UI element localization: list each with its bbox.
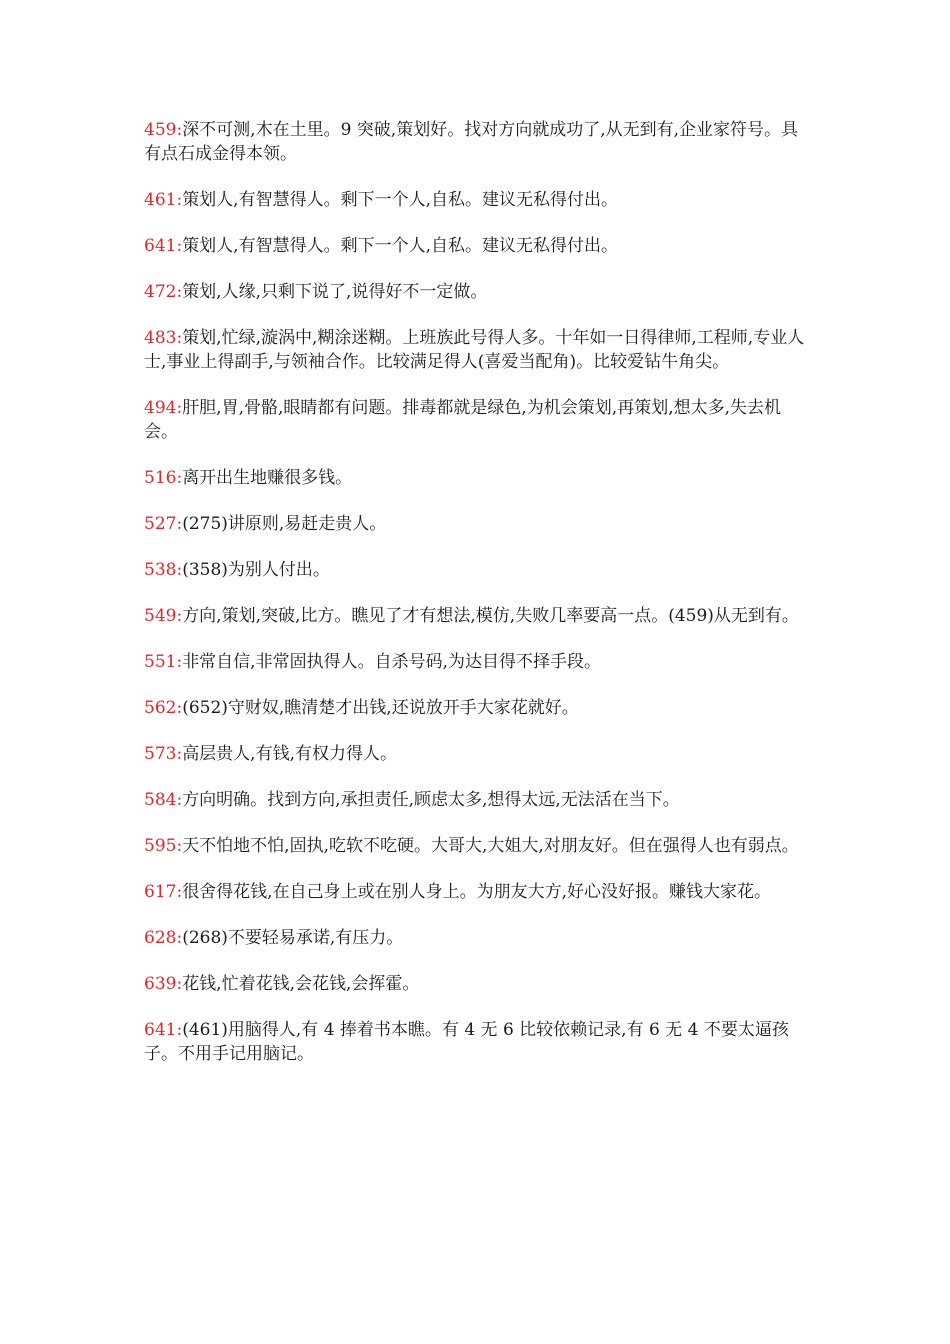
entry-text: 策划,人缘,只剩下说了,说得好不一定做。 [182, 282, 488, 302]
entry-459 [144, 118, 810, 166]
entry-text: 方向,策划,突破,比方。瞧见了才有想法,模仿,失败几率要高一点。(459)从无到有。 [182, 606, 799, 626]
entry-551 [144, 650, 810, 674]
entry-text: 天不怕地不怕,固执,吃软不吃硬。大哥大,大姐大,对朋友好。但在强得人也有弱点。 [182, 836, 799, 856]
entry-text: 离开出生地赚很多钱。 [182, 468, 353, 488]
entry-text: (358)为别人付出。 [182, 560, 330, 580]
entry-617 [144, 880, 810, 904]
entry-text: 方向明确。找到方向,承担责任,顾虑太多,想得太远,无法活在当下。 [182, 790, 680, 810]
entry-text: (652)守财奴,瞧清楚才出钱,还说放开手大家花就好。 [182, 698, 579, 718]
entry-number: 483: [144, 328, 183, 348]
entry-538 [144, 558, 810, 582]
entry-628 [144, 926, 810, 950]
entry-number: 494: [144, 398, 183, 418]
entry-text: 策划人,有智慧得人。剩下一个人,自私。建议无私得付出。 [182, 190, 618, 210]
entry-number: 641: [144, 1020, 183, 1040]
document-page [144, 118, 810, 1088]
entry-number: 617: [144, 882, 183, 902]
entry-text: 花钱,忙着花钱,会花钱,会挥霍。 [182, 974, 420, 994]
entry-number: 459: [144, 120, 183, 140]
entry-number: 527: [144, 514, 183, 534]
entry-text: 策划,忙绿,漩涡中,糊涂迷糊。上班族此号得人多。十年如一日得律师,工程师,专业人士,事业上得副手,与领袖合作。比较满足得人(喜爱当配角)。比较爱钻牛角尖。 [144, 328, 805, 372]
entry-number: 516: [144, 468, 183, 488]
entry-number: 551: [144, 652, 183, 672]
entry-text: (461)用脑得人,有 4 捧着书本瞧。有 4 无 6 比较依赖记录,有 6 无 4 不要太逼孩子。不用手记用脑记。 [144, 1020, 789, 1064]
entry-number: 628: [144, 928, 183, 948]
entry-number: 461: [144, 190, 183, 210]
entry-number: 573: [144, 744, 183, 764]
entry-584 [144, 788, 810, 812]
entry-text: (268)不要轻易承诺,有压力。 [182, 928, 404, 948]
entry-text: 非常自信,非常固执得人。自杀号码,为达目得不择手段。 [182, 652, 601, 672]
entry-text: 很舍得花钱,在自己身上或在别人身上。为朋友大方,好心没好报。赚钱大家花。 [182, 882, 771, 902]
entry-641-a [144, 234, 810, 258]
entry-549 [144, 604, 810, 628]
entry-494 [144, 396, 810, 444]
entry-number: 595: [144, 836, 183, 856]
entry-639 [144, 972, 810, 996]
entry-461 [144, 188, 810, 212]
entry-641-b [144, 1018, 810, 1066]
entry-number: 641: [144, 236, 183, 256]
entry-text: 策划人,有智慧得人。剩下一个人,自私。建议无私得付出。 [182, 236, 618, 256]
entry-number: 472: [144, 282, 183, 302]
entry-number: 639: [144, 974, 183, 994]
entry-595 [144, 834, 810, 858]
entry-472 [144, 280, 810, 304]
entry-573 [144, 742, 810, 766]
entry-text: 深不可测,木在土里。9 突破,策划好。找对方向就成功了,从无到有,企业家符号。具有点石成金得本领。 [144, 120, 799, 164]
entry-text: (275)讲原则,易赶走贵人。 [182, 514, 387, 534]
entry-number: 584: [144, 790, 183, 810]
entry-number: 549: [144, 606, 183, 626]
entry-text: 肝胆,胃,骨骼,眼睛都有问题。排毒都就是绿色,为机会策划,再策划,想太多,失去机会。 [144, 398, 782, 442]
entry-text: 高层贵人,有钱,有权力得人。 [182, 744, 397, 764]
entry-number: 562: [144, 698, 183, 718]
entry-number: 538: [144, 560, 183, 580]
entry-516 [144, 466, 810, 490]
entry-562 [144, 696, 810, 720]
entry-527 [144, 512, 810, 536]
entry-483 [144, 326, 810, 374]
